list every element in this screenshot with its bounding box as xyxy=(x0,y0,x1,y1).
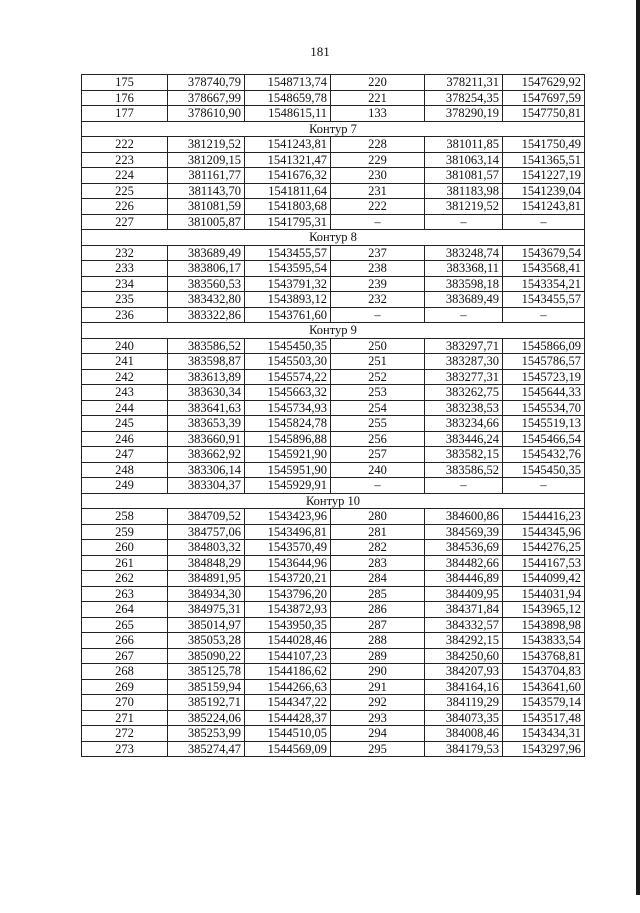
section-title: Контур 10 xyxy=(82,493,585,509)
y-coordinate-cell: 1543434,31 xyxy=(503,726,585,742)
table-row xyxy=(82,261,585,277)
x-coordinate-cell: 384569,39 xyxy=(425,524,503,540)
table-row xyxy=(82,400,585,416)
y-coordinate-cell: 1544345,96 xyxy=(503,524,585,540)
y-coordinate-cell: 1545866,09 xyxy=(503,338,585,354)
y-coordinate-cell: 1541365,51 xyxy=(503,152,585,168)
point-number-cell: 259 xyxy=(82,524,168,540)
x-coordinate-cell: 384482,66 xyxy=(425,555,503,571)
table-row xyxy=(82,168,585,184)
x-coordinate-cell: 384179,53 xyxy=(425,741,503,757)
y-coordinate-cell: 1543761,60 xyxy=(245,307,331,323)
y-coordinate-cell: 1545824,78 xyxy=(245,416,331,432)
table-row xyxy=(82,462,585,478)
y-coordinate-cell: 1543796,20 xyxy=(245,586,331,602)
point-number-cell: 244 xyxy=(82,400,168,416)
y-coordinate-cell: 1541243,81 xyxy=(245,137,331,153)
y-coordinate-cell: 1545574,22 xyxy=(245,369,331,385)
x-coordinate-cell: 381209,15 xyxy=(168,152,245,168)
table-row xyxy=(82,431,585,447)
page-margin xyxy=(0,895,640,913)
point-number-cell: 231 xyxy=(331,183,425,199)
x-coordinate-cell: 384371,84 xyxy=(425,602,503,618)
y-coordinate-cell: 1544266,63 xyxy=(245,679,331,695)
y-coordinate-cell: 1543704,83 xyxy=(503,664,585,680)
y-coordinate-cell: 1544031,94 xyxy=(503,586,585,602)
x-coordinate-cell: 383689,49 xyxy=(425,292,503,308)
x-coordinate-cell: 383297,71 xyxy=(425,338,503,354)
table-row xyxy=(82,276,585,292)
table-row xyxy=(82,695,585,711)
point-number-cell: – xyxy=(331,214,425,230)
x-coordinate-cell: 381143,70 xyxy=(168,183,245,199)
section-header-row xyxy=(82,121,585,137)
point-number-cell: 234 xyxy=(82,276,168,292)
table-row xyxy=(82,106,585,122)
table-row xyxy=(82,586,585,602)
y-coordinate-cell: 1545466,54 xyxy=(503,431,585,447)
point-number-cell: 281 xyxy=(331,524,425,540)
y-coordinate-cell: 1543423,96 xyxy=(245,509,331,525)
point-number-cell: 222 xyxy=(82,137,168,153)
section-header-row xyxy=(82,493,585,509)
section-title: Контур 8 xyxy=(82,230,585,246)
x-coordinate-cell: 384073,35 xyxy=(425,710,503,726)
x-coordinate-cell: – xyxy=(425,214,503,230)
y-coordinate-cell: 1543595,54 xyxy=(245,261,331,277)
point-number-cell: 176 xyxy=(82,90,168,106)
point-number-cell: 240 xyxy=(82,338,168,354)
x-coordinate-cell: – xyxy=(425,307,503,323)
table-row xyxy=(82,602,585,618)
x-coordinate-cell: 385253,99 xyxy=(168,726,245,742)
point-number-cell: 290 xyxy=(331,664,425,680)
table-row xyxy=(82,307,585,323)
x-coordinate-cell: 384119,29 xyxy=(425,695,503,711)
y-coordinate-cell: 1541811,64 xyxy=(245,183,331,199)
y-coordinate-cell: 1543641,60 xyxy=(503,679,585,695)
table-row xyxy=(82,540,585,556)
x-coordinate-cell: 383248,74 xyxy=(425,245,503,261)
x-coordinate-cell: 381219,52 xyxy=(168,137,245,153)
point-number-cell: 249 xyxy=(82,478,168,494)
page-number: 181 xyxy=(310,44,330,59)
y-coordinate-cell: – xyxy=(503,307,585,323)
y-coordinate-cell: 1543950,35 xyxy=(245,617,331,633)
x-coordinate-cell: 381081,57 xyxy=(425,168,503,184)
x-coordinate-cell: 383630,34 xyxy=(168,385,245,401)
y-coordinate-cell: 1544186,62 xyxy=(245,664,331,680)
point-number-cell: 272 xyxy=(82,726,168,742)
point-number-cell: 238 xyxy=(331,261,425,277)
point-number-cell: 266 xyxy=(82,633,168,649)
point-number-cell: 233 xyxy=(82,261,168,277)
point-number-cell: 133 xyxy=(331,106,425,122)
point-number-cell: 265 xyxy=(82,617,168,633)
x-coordinate-cell: 383234,66 xyxy=(425,416,503,432)
point-number-cell: 228 xyxy=(331,137,425,153)
y-coordinate-cell: 1544276,25 xyxy=(503,540,585,556)
scan-edge xyxy=(636,0,640,913)
point-number-cell: 255 xyxy=(331,416,425,432)
y-coordinate-cell: 1541795,31 xyxy=(245,214,331,230)
point-number-cell: 283 xyxy=(331,555,425,571)
x-coordinate-cell: 383560,53 xyxy=(168,276,245,292)
x-coordinate-cell: 383641,63 xyxy=(168,400,245,416)
point-number-cell: 256 xyxy=(331,431,425,447)
point-number-cell: 245 xyxy=(82,416,168,432)
point-number-cell: 253 xyxy=(331,385,425,401)
table-row xyxy=(82,741,585,757)
point-number-cell: 248 xyxy=(82,462,168,478)
x-coordinate-cell: 383660,91 xyxy=(168,431,245,447)
point-number-cell: 226 xyxy=(82,199,168,215)
point-number-cell: 247 xyxy=(82,447,168,463)
point-number-cell: 177 xyxy=(82,106,168,122)
y-coordinate-cell: 1545503,30 xyxy=(245,354,331,370)
point-number-cell: 263 xyxy=(82,586,168,602)
table-row xyxy=(82,90,585,106)
y-coordinate-cell: 1547697,59 xyxy=(503,90,585,106)
y-coordinate-cell: 1545951,90 xyxy=(245,462,331,478)
y-coordinate-cell: 1545644,33 xyxy=(503,385,585,401)
x-coordinate-cell: 381183,98 xyxy=(425,183,503,199)
y-coordinate-cell: 1544028,46 xyxy=(245,633,331,649)
table-row xyxy=(82,509,585,525)
y-coordinate-cell: 1543768,81 xyxy=(503,648,585,664)
point-number-cell: 291 xyxy=(331,679,425,695)
point-number-cell: 241 xyxy=(82,354,168,370)
point-number-cell: 250 xyxy=(331,338,425,354)
point-number-cell: 293 xyxy=(331,710,425,726)
y-coordinate-cell: 1543644,96 xyxy=(245,555,331,571)
point-number-cell: 243 xyxy=(82,385,168,401)
x-coordinate-cell: 384409,95 xyxy=(425,586,503,602)
x-coordinate-cell: 378667,99 xyxy=(168,90,245,106)
x-coordinate-cell: 383598,18 xyxy=(425,276,503,292)
table-row xyxy=(82,152,585,168)
y-coordinate-cell: 1544428,37 xyxy=(245,710,331,726)
x-coordinate-cell: 383598,87 xyxy=(168,354,245,370)
point-number-cell: 221 xyxy=(331,90,425,106)
point-number-cell: 258 xyxy=(82,509,168,525)
x-coordinate-cell: 383689,49 xyxy=(168,245,245,261)
point-number-cell: 280 xyxy=(331,509,425,525)
table-row xyxy=(82,354,585,370)
point-number-cell: 224 xyxy=(82,168,168,184)
point-number-cell: 246 xyxy=(82,431,168,447)
table-row xyxy=(82,664,585,680)
point-number-cell: 267 xyxy=(82,648,168,664)
x-coordinate-cell: 381063,14 xyxy=(425,152,503,168)
y-coordinate-cell: 1544510,05 xyxy=(245,726,331,742)
y-coordinate-cell: 1541243,81 xyxy=(503,199,585,215)
table-row xyxy=(82,214,585,230)
point-number-cell: 269 xyxy=(82,679,168,695)
x-coordinate-cell: 383277,31 xyxy=(425,369,503,385)
y-coordinate-cell: 1543872,93 xyxy=(245,602,331,618)
y-coordinate-cell: 1545929,91 xyxy=(245,478,331,494)
y-coordinate-cell: 1548713,74 xyxy=(245,75,331,91)
point-number-cell: 236 xyxy=(82,307,168,323)
x-coordinate-cell: 385125,78 xyxy=(168,664,245,680)
point-number-cell: 270 xyxy=(82,695,168,711)
y-coordinate-cell: 1543579,14 xyxy=(503,695,585,711)
table-row xyxy=(82,571,585,587)
y-coordinate-cell: 1544167,53 xyxy=(503,555,585,571)
table-row xyxy=(82,726,585,742)
point-number-cell: 220 xyxy=(331,75,425,91)
y-coordinate-cell: 1545450,35 xyxy=(245,338,331,354)
point-number-cell: 223 xyxy=(82,152,168,168)
section-title: Контур 9 xyxy=(82,323,585,339)
x-coordinate-cell: 383653,39 xyxy=(168,416,245,432)
y-coordinate-cell: 1544107,23 xyxy=(245,648,331,664)
table-row xyxy=(82,369,585,385)
point-number-cell: 240 xyxy=(331,462,425,478)
x-coordinate-cell: 381081,59 xyxy=(168,199,245,215)
y-coordinate-cell: 1545450,35 xyxy=(503,462,585,478)
x-coordinate-cell: 385159,94 xyxy=(168,679,245,695)
y-coordinate-cell: 1543297,96 xyxy=(503,741,585,757)
table-row xyxy=(82,338,585,354)
x-coordinate-cell: 384600,86 xyxy=(425,509,503,525)
y-coordinate-cell: 1543568,41 xyxy=(503,261,585,277)
point-number-cell: 285 xyxy=(331,586,425,602)
x-coordinate-cell: 378740,79 xyxy=(168,75,245,91)
x-coordinate-cell: 385090,22 xyxy=(168,648,245,664)
y-coordinate-cell: 1544569,09 xyxy=(245,741,331,757)
x-coordinate-cell: 384934,30 xyxy=(168,586,245,602)
x-coordinate-cell: 383446,24 xyxy=(425,431,503,447)
point-number-cell: 227 xyxy=(82,214,168,230)
point-number-cell: 254 xyxy=(331,400,425,416)
point-number-cell: 294 xyxy=(331,726,425,742)
x-coordinate-cell: 381005,87 xyxy=(168,214,245,230)
y-coordinate-cell: 1541750,49 xyxy=(503,137,585,153)
table-row xyxy=(82,292,585,308)
point-number-cell: 242 xyxy=(82,369,168,385)
y-coordinate-cell: 1547629,92 xyxy=(503,75,585,91)
y-coordinate-cell: – xyxy=(503,478,585,494)
table-row xyxy=(82,524,585,540)
x-coordinate-cell: 384446,89 xyxy=(425,571,503,587)
table-row xyxy=(82,633,585,649)
table-row xyxy=(82,555,585,571)
y-coordinate-cell: 1548615,11 xyxy=(245,106,331,122)
y-coordinate-cell: 1543354,21 xyxy=(503,276,585,292)
point-number-cell: – xyxy=(331,478,425,494)
point-number-cell: 257 xyxy=(331,447,425,463)
point-number-cell: 287 xyxy=(331,617,425,633)
section-header-row xyxy=(82,323,585,339)
table-row xyxy=(82,137,585,153)
coordinates-table xyxy=(81,74,585,757)
point-number-cell: 284 xyxy=(331,571,425,587)
y-coordinate-cell: 1548659,78 xyxy=(245,90,331,106)
y-coordinate-cell: 1543898,98 xyxy=(503,617,585,633)
table-row xyxy=(82,447,585,463)
x-coordinate-cell: 381011,85 xyxy=(425,137,503,153)
x-coordinate-cell: 383287,30 xyxy=(425,354,503,370)
y-coordinate-cell: 1543679,54 xyxy=(503,245,585,261)
y-coordinate-cell: 1545896,88 xyxy=(245,431,331,447)
y-coordinate-cell: 1545663,32 xyxy=(245,385,331,401)
y-coordinate-cell: 1543455,57 xyxy=(245,245,331,261)
y-coordinate-cell: 1543833,54 xyxy=(503,633,585,649)
x-coordinate-cell: 384803,32 xyxy=(168,540,245,556)
table-row xyxy=(82,385,585,401)
point-number-cell: 232 xyxy=(331,292,425,308)
point-number-cell: 289 xyxy=(331,648,425,664)
y-coordinate-cell: 1541227,19 xyxy=(503,168,585,184)
point-number-cell: 252 xyxy=(331,369,425,385)
x-coordinate-cell: 383306,14 xyxy=(168,462,245,478)
x-coordinate-cell: 381219,52 xyxy=(425,199,503,215)
point-number-cell: 271 xyxy=(82,710,168,726)
y-coordinate-cell: 1543791,32 xyxy=(245,276,331,292)
x-coordinate-cell: 383662,92 xyxy=(168,447,245,463)
y-coordinate-cell: 1541321,47 xyxy=(245,152,331,168)
y-coordinate-cell: 1541676,32 xyxy=(245,168,331,184)
x-coordinate-cell: 383806,17 xyxy=(168,261,245,277)
point-number-cell: 268 xyxy=(82,664,168,680)
x-coordinate-cell: 384292,15 xyxy=(425,633,503,649)
x-coordinate-cell: 378254,35 xyxy=(425,90,503,106)
x-coordinate-cell: 384008,46 xyxy=(425,726,503,742)
y-coordinate-cell: 1543570,49 xyxy=(245,540,331,556)
point-number-cell: 262 xyxy=(82,571,168,587)
point-number-cell: – xyxy=(331,307,425,323)
section-title: Контур 7 xyxy=(82,121,585,137)
x-coordinate-cell: 385192,71 xyxy=(168,695,245,711)
y-coordinate-cell: 1543496,81 xyxy=(245,524,331,540)
point-number-cell: 237 xyxy=(331,245,425,261)
y-coordinate-cell: 1543517,48 xyxy=(503,710,585,726)
x-coordinate-cell: 384975,31 xyxy=(168,602,245,618)
x-coordinate-cell: 383582,15 xyxy=(425,447,503,463)
point-number-cell: 286 xyxy=(331,602,425,618)
point-number-cell: 251 xyxy=(331,354,425,370)
x-coordinate-cell: 384891,95 xyxy=(168,571,245,587)
x-coordinate-cell: 383432,80 xyxy=(168,292,245,308)
y-coordinate-cell: 1545734,93 xyxy=(245,400,331,416)
point-number-cell: 229 xyxy=(331,152,425,168)
point-number-cell: 230 xyxy=(331,168,425,184)
x-coordinate-cell: 385224,06 xyxy=(168,710,245,726)
y-coordinate-cell: – xyxy=(503,214,585,230)
y-coordinate-cell: 1545519,13 xyxy=(503,416,585,432)
point-number-cell: 235 xyxy=(82,292,168,308)
x-coordinate-cell: 384757,06 xyxy=(168,524,245,540)
x-coordinate-cell: 384164,16 xyxy=(425,679,503,695)
y-coordinate-cell: 1543965,12 xyxy=(503,602,585,618)
table-row xyxy=(82,679,585,695)
point-number-cell: 288 xyxy=(331,633,425,649)
x-coordinate-cell: 384250,60 xyxy=(425,648,503,664)
x-coordinate-cell: 383238,53 xyxy=(425,400,503,416)
table-row xyxy=(82,199,585,215)
x-coordinate-cell: 385053,28 xyxy=(168,633,245,649)
x-coordinate-cell: 384536,69 xyxy=(425,540,503,556)
y-coordinate-cell: 1543893,12 xyxy=(245,292,331,308)
x-coordinate-cell: 383368,11 xyxy=(425,261,503,277)
x-coordinate-cell: 385274,47 xyxy=(168,741,245,757)
table-row xyxy=(82,183,585,199)
x-coordinate-cell: 381161,77 xyxy=(168,168,245,184)
x-coordinate-cell: 378610,90 xyxy=(168,106,245,122)
point-number-cell: 273 xyxy=(82,741,168,757)
y-coordinate-cell: 1544416,23 xyxy=(503,509,585,525)
point-number-cell: 175 xyxy=(82,75,168,91)
point-number-cell: 222 xyxy=(331,199,425,215)
point-number-cell: 232 xyxy=(82,245,168,261)
point-number-cell: 264 xyxy=(82,602,168,618)
y-coordinate-cell: 1544347,22 xyxy=(245,695,331,711)
x-coordinate-cell: 384207,93 xyxy=(425,664,503,680)
table-row xyxy=(82,617,585,633)
table-row xyxy=(82,245,585,261)
x-coordinate-cell: 384709,52 xyxy=(168,509,245,525)
x-coordinate-cell: 383262,75 xyxy=(425,385,503,401)
x-coordinate-cell: 384332,57 xyxy=(425,617,503,633)
point-number-cell: 225 xyxy=(82,183,168,199)
point-number-cell: 295 xyxy=(331,741,425,757)
y-coordinate-cell: 1543720,21 xyxy=(245,571,331,587)
y-coordinate-cell: 1545723,19 xyxy=(503,369,585,385)
x-coordinate-cell: 378211,31 xyxy=(425,75,503,91)
table-row xyxy=(82,416,585,432)
table-row xyxy=(82,75,585,91)
x-coordinate-cell: 383613,89 xyxy=(168,369,245,385)
y-coordinate-cell: 1543455,57 xyxy=(503,292,585,308)
x-coordinate-cell: 385014,97 xyxy=(168,617,245,633)
y-coordinate-cell: 1545534,70 xyxy=(503,400,585,416)
y-coordinate-cell: 1544099,42 xyxy=(503,571,585,587)
point-number-cell: 292 xyxy=(331,695,425,711)
point-number-cell: 239 xyxy=(331,276,425,292)
y-coordinate-cell: 1545432,76 xyxy=(503,447,585,463)
table-row xyxy=(82,478,585,494)
x-coordinate-cell: – xyxy=(425,478,503,494)
section-header-row xyxy=(82,230,585,246)
y-coordinate-cell: 1547750,81 xyxy=(503,106,585,122)
coordinates-table-body xyxy=(82,75,585,757)
table-row xyxy=(82,710,585,726)
y-coordinate-cell: 1541803,68 xyxy=(245,199,331,215)
y-coordinate-cell: 1545921,90 xyxy=(245,447,331,463)
x-coordinate-cell: 383586,52 xyxy=(425,462,503,478)
y-coordinate-cell: 1541239,04 xyxy=(503,183,585,199)
point-number-cell: 260 xyxy=(82,540,168,556)
x-coordinate-cell: 378290,19 xyxy=(425,106,503,122)
y-coordinate-cell: 1545786,57 xyxy=(503,354,585,370)
point-number-cell: 261 xyxy=(82,555,168,571)
x-coordinate-cell: 383304,37 xyxy=(168,478,245,494)
x-coordinate-cell: 383586,52 xyxy=(168,338,245,354)
x-coordinate-cell: 383322,86 xyxy=(168,307,245,323)
x-coordinate-cell: 384848,29 xyxy=(168,555,245,571)
point-number-cell: 282 xyxy=(331,540,425,556)
table-row xyxy=(82,648,585,664)
